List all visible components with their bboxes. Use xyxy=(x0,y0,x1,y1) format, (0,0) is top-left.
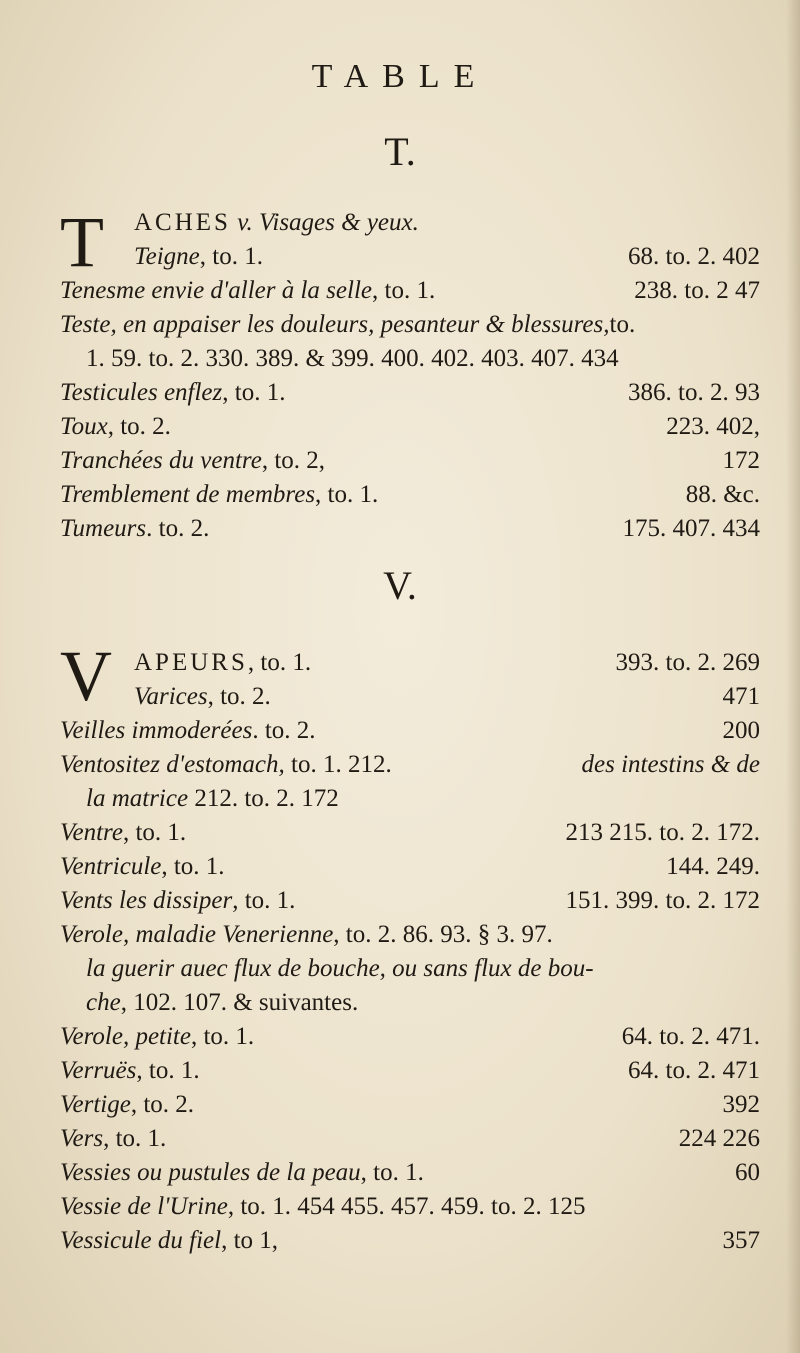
entry-term: Vents les dissiper xyxy=(60,887,233,914)
entry-ref: 1. 59. to. 2. 330. 389. & 399. 400. 402. 403. 407. 434 xyxy=(86,345,619,372)
entry-ref: , to. 2. xyxy=(207,683,271,710)
entry-pages: 471 xyxy=(722,683,760,710)
entry-term: Verole, petite xyxy=(60,1023,191,1050)
index-entry xyxy=(60,1190,760,1224)
entry-term: Veilles immoderées xyxy=(60,717,253,744)
entry-term: Teigne xyxy=(134,243,200,270)
index-entry-first-v xyxy=(134,646,760,680)
entry-ref: , 102. 107. & suivantes. xyxy=(120,989,359,1016)
index-entry xyxy=(60,1020,760,1054)
entry-term: Tremblement de membres xyxy=(60,481,316,508)
entry-term: Ventre xyxy=(60,819,123,846)
entry-pages: 393. to. 2. 269 xyxy=(615,649,760,676)
entry-ref: , to. 2. xyxy=(130,1091,195,1118)
index-entry xyxy=(134,240,760,274)
entry-term: Testicules enflez xyxy=(60,379,223,406)
index-entry xyxy=(60,748,760,782)
entry-pages: 238. to. 2 47 xyxy=(634,277,760,304)
entry-term: Verole, maladie Venerienne xyxy=(60,921,334,948)
entry-pages: 392 xyxy=(722,1091,760,1118)
index-entry-first-t xyxy=(134,206,760,240)
drop-cap-t: T xyxy=(60,202,104,282)
page-edge-shadow xyxy=(786,0,800,1353)
entry-pages: 68. to. 2. 402 xyxy=(628,243,760,270)
index-entry xyxy=(60,1224,760,1258)
index-entry xyxy=(60,308,760,342)
entry-ref: , to. 1. xyxy=(190,1023,255,1050)
index-entry xyxy=(60,816,760,850)
entry-pages: 64. to. 2. 471 xyxy=(628,1057,760,1084)
drop-cap-v: V xyxy=(60,636,112,716)
index-entry xyxy=(60,274,760,308)
index-entry xyxy=(60,850,760,884)
index-entry xyxy=(60,1054,760,1088)
index-entry xyxy=(134,680,760,714)
entry-term-caps: APEURS xyxy=(134,649,248,676)
index-entry xyxy=(60,376,760,410)
section-letter-v: V. xyxy=(383,563,417,608)
entry-pages: 64. to. 2. 471. xyxy=(621,1023,760,1050)
entry-term: Vessie de l'Urine xyxy=(60,1193,228,1220)
entry-term: Vessicule du fiel xyxy=(60,1227,222,1254)
entry-ref: , to. 1. xyxy=(103,1125,167,1152)
running-head: TABLE xyxy=(311,58,489,95)
entry-ref: , to. 1. xyxy=(199,243,263,270)
entry-ref: to. xyxy=(609,311,636,338)
entry-cross-ref: v. Visages & yeux. xyxy=(237,209,419,236)
entry-term: la matrice xyxy=(86,785,189,812)
entry-pages: 60 xyxy=(735,1159,760,1186)
entry-term: Verruës xyxy=(60,1057,137,1084)
entry-ref: , to. 1. xyxy=(122,819,187,846)
entry-term: Vers xyxy=(60,1125,104,1152)
entry-ref: , to. 2. xyxy=(107,413,171,440)
index-entry xyxy=(60,918,760,952)
entry-pages: 224 226 xyxy=(678,1125,760,1152)
index-entry xyxy=(60,478,760,512)
entry-pages: 151. 399. to. 2. 172 xyxy=(565,887,760,914)
entry-term: Teste, en appaiser les douleurs, pesanteur & blessures, xyxy=(60,311,610,338)
entry-ref: . to. 2. xyxy=(146,515,210,542)
entry-term: Ventricule xyxy=(60,853,162,880)
entry-pages: 386. to. 2. 93 xyxy=(628,379,760,406)
entry-pages: des intestins & de xyxy=(581,751,760,778)
entry-pages: 223. 402, xyxy=(666,413,760,440)
index-entry xyxy=(60,1122,760,1156)
section-letter-t: T. xyxy=(384,129,416,174)
index-entry xyxy=(60,1088,760,1122)
entry-term: la guerir auec flux de bouche, ou sans flux de bou- xyxy=(86,955,594,982)
entry-ref: , to. 1. xyxy=(161,853,225,880)
entry-ref: , to 1, xyxy=(221,1227,279,1254)
index-entry-continuation xyxy=(86,782,760,816)
entry-ref: . to. 2. xyxy=(252,717,316,744)
index-entry xyxy=(60,714,760,748)
entry-pages: 357 xyxy=(722,1227,760,1254)
entry-term: Vessies ou pustules de la peau xyxy=(60,1159,361,1186)
entry-ref: to. 1. 212. xyxy=(291,751,392,778)
entry-ref: , to. 2. 86. 93. § 3. 97. xyxy=(333,921,553,948)
index-entry xyxy=(60,444,760,478)
entry-term: Vertige xyxy=(60,1091,131,1118)
entry-term: Tenesme envie d'aller à la selle xyxy=(60,277,372,304)
entry-ref: 212. to. 2. 172 xyxy=(194,785,339,812)
entry-ref: , to. 1. xyxy=(247,649,312,676)
entry-ref: , to. 1. xyxy=(315,481,379,508)
entry-ref: , to. 1. xyxy=(372,277,436,304)
entry-pages: 213 215. to. 2. 172. xyxy=(565,819,760,846)
entry-term: Toux xyxy=(60,413,108,440)
entry-ref: , to. 1. xyxy=(222,379,286,406)
index-entry xyxy=(60,512,760,546)
entry-pages: 175. 407. 434 xyxy=(622,515,760,542)
entry-pages: 200 xyxy=(722,717,760,744)
index-entry xyxy=(60,884,760,918)
entry-term-caps: ACHES xyxy=(134,209,231,236)
entry-ref: , to. 1. xyxy=(136,1057,200,1084)
entry-term: che xyxy=(86,989,121,1016)
entry-term: Ventositez d'estomach, xyxy=(60,751,285,778)
entry-pages: 88. &c. xyxy=(685,481,760,508)
entry-term: Tranchées du ventre xyxy=(60,447,262,474)
entry-ref: , to. 1. 454 455. 457. 459. to. 2. 125 xyxy=(227,1193,586,1220)
index-entry xyxy=(60,410,760,444)
index-entry-continuation xyxy=(86,342,760,376)
index-entry xyxy=(60,1156,760,1190)
index-entry-continuation xyxy=(86,952,760,986)
entry-ref: , to. 2, xyxy=(261,447,326,474)
entry-pages: 144. 249. xyxy=(666,853,760,880)
entry-ref: , to. 1. xyxy=(232,887,296,914)
index-entry-continuation xyxy=(86,986,760,1020)
entry-term: Varices xyxy=(134,683,208,710)
entry-term: Tumeurs xyxy=(60,515,147,542)
entry-pages: 172 xyxy=(722,447,760,474)
entry-ref: , to. 1. xyxy=(360,1159,424,1186)
